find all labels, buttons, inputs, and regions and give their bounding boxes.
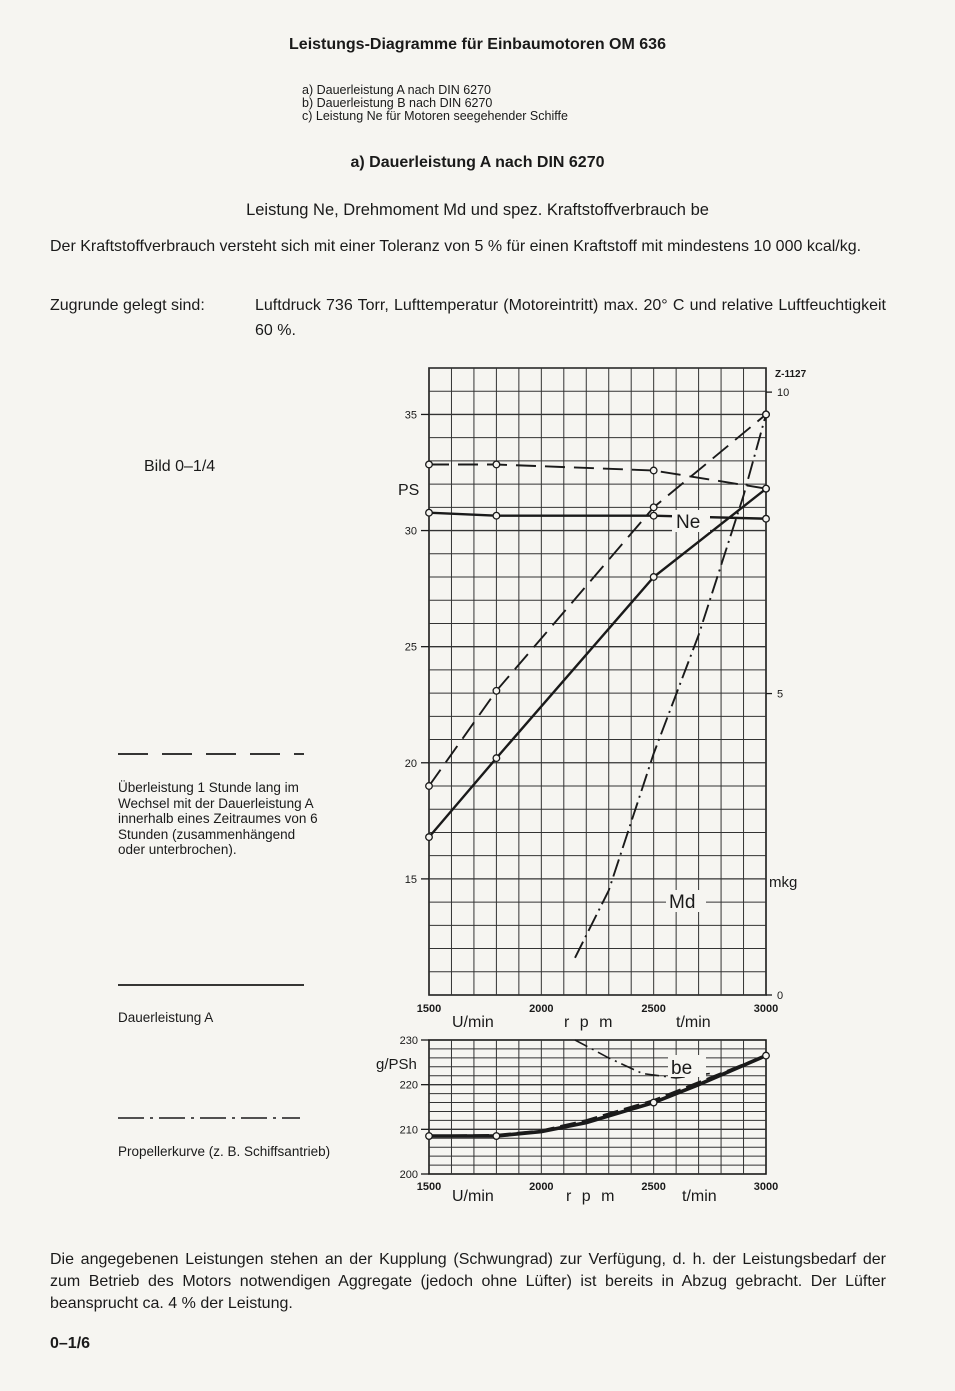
x-tick-label: 2000 [529,1003,554,1015]
series-label-ne: Ne [676,512,701,533]
data-point [650,467,657,474]
page-number: 0–1/6 [50,1335,91,1352]
x-tick-label: 2500 [641,1003,666,1015]
be-y-tick-label: 220 [399,1079,418,1092]
data-point [650,1099,657,1106]
series-label-be: be [671,1058,693,1079]
be-y-unit: g/PSh [376,1056,417,1073]
tolerance-paragraph: Der Kraftstoffverbrauch versteht sich mit einer Toleranz von 5 % für einen Kraftstoff mit mindestens 10 000 kcal/kg. [50,238,862,255]
be-x-tick-label: 2000 [529,1181,554,1193]
y-left-tick-label: 20 [404,757,417,770]
data-point [650,574,657,581]
data-point [650,512,657,519]
be-x-tick-label: 3000 [753,1181,779,1193]
data-point [493,1133,500,1140]
be-x-tick-label: 2500 [641,1181,666,1193]
footer-paragraph: Die angegebenen Leistungen stehen an der Kupplung (Schwungrad) zur Verfügung, d. h. der Leistungsbedarf der zum Betrieb des Motors notwendigen Aggregate (jedoch ohne Lüfter) ist bereits in Abzug gebracht. Der Lüfter beansprucht ca. 4 % der Leistung. [50,1251,886,1312]
be-x-label-mid: r p m [566,1188,615,1205]
legend-text-dashdot: Propellerkurve (z. B. Schiffsantrieb) [118,1144,331,1159]
y-right-unit: mkg [769,874,798,891]
be-y-tick-label: 230 [399,1035,418,1047]
y-right-tick-label: 0 [777,990,784,1002]
data-point [493,755,500,762]
main-grid [429,368,766,995]
series-line [429,489,766,837]
series-line [429,465,766,489]
y-left-tick-label: 15 [404,873,417,886]
legend-text-solid: Dauerleistung A [118,1010,214,1025]
chart-id: Z-1127 [775,369,807,380]
series-line [575,414,766,957]
main-plot-frame [429,368,766,995]
be-x-label-left: U/min [452,1188,494,1205]
x-label-left: U/min [452,1014,494,1031]
data-point [650,504,657,511]
y-right-tick-label: 5 [777,688,784,701]
series-line [429,513,766,519]
figure-label: Bild 0–1/4 [144,458,216,475]
y-left-tick-label: 30 [404,525,417,538]
y-right-tick-label: 10 [777,387,790,400]
y-left-tick-label: 35 [404,409,417,422]
be-grid [429,1040,766,1174]
be-plot-frame [429,1040,766,1174]
be-series [426,1040,770,1139]
main-series [426,411,770,958]
be-series-line [429,1056,766,1136]
chart-heading: Leistung Ne, Drehmoment Md und spez. Kraftstoffverbrauch be [246,201,709,219]
x-label-right: t/min [676,1014,711,1031]
power-torque-chart [398,368,807,1031]
data-point [426,461,433,468]
data-point [426,834,433,841]
data-point [493,687,500,694]
data-point [763,1052,770,1059]
main-y-ticks [405,387,790,1002]
toc-item: a) Dauerleistung A nach DIN 6270 [302,83,492,97]
basis-label: Zugrunde gelegt sind: [50,297,205,314]
data-point [763,485,770,492]
basis-text: Luftdruck 736 Torr, Lufttemperatur (Motoreintritt) max. 20° C und relative Luftfeuchtigkeit 60 %. [255,297,886,339]
x-label-mid: r p m [564,1014,613,1031]
page-title: Leistungs-Diagramme für Einbaumotoren OM 636 [289,36,666,53]
be-series-line [429,1056,766,1136]
y-left-unit: PS [398,482,420,499]
legend-text-dashed: Überleistung 1 Stunde lang im Wechsel mit der Dauerleistung A innerhalb eines Zeitraumes von 6 Stunden (zusammenhängend oder unterbrochen). [118,780,318,857]
data-point [426,509,433,516]
toc-item: c) Leistung Ne für Motoren seegehender Schiffe [302,109,568,123]
be-x-tick-label: 1500 [416,1181,442,1193]
data-point [493,461,500,468]
be-y-tick-label: 210 [399,1124,418,1137]
x-tick-label: 1500 [416,1003,442,1015]
data-point [763,515,770,522]
data-point [493,512,500,519]
data-point [763,411,770,418]
x-tick-label: 3000 [753,1003,779,1015]
data-point [426,783,433,790]
be-x-label-right: t/min [682,1188,717,1205]
section-title: a) Dauerleistung A nach DIN 6270 [350,154,605,171]
y-left-tick-label: 25 [404,641,417,654]
toc-item: b) Dauerleistung B nach DIN 6270 [302,96,493,110]
fuel-consumption-chart [376,1035,778,1205]
data-point [426,1133,433,1140]
series-label-md: Md [669,892,696,913]
be-y-tick-label: 200 [399,1169,418,1181]
